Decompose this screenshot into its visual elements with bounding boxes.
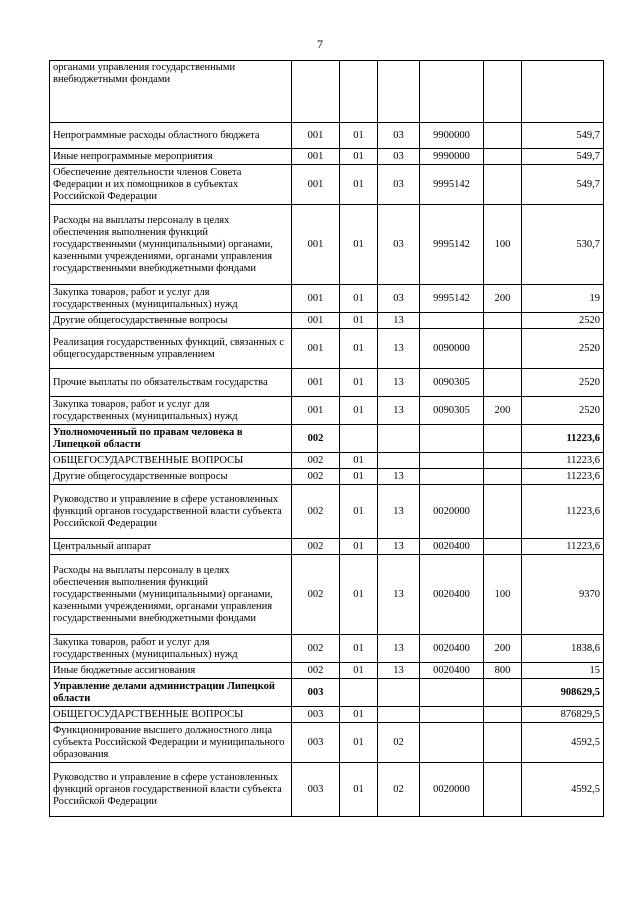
row-expense-type-cell: 200 [484, 635, 522, 663]
row-name-cell: ОБЩЕГОСУДАРСТВЕННЫЕ ВОПРОСЫ [50, 453, 292, 469]
table-row [50, 329, 604, 369]
row-amount-cell: 2520 [522, 329, 604, 369]
row-section-code-cell [340, 61, 378, 123]
row-name-cell: Функционирование высшего должностного лица субъекта Российской Федерации и муниципального образования [50, 723, 292, 763]
row-amount-cell: 1838,6 [522, 635, 604, 663]
table-row [50, 679, 604, 707]
row-expense-type-cell [484, 61, 522, 123]
row-amount-cell: 4592,5 [522, 723, 604, 763]
row-subsection-code-cell: 03 [378, 205, 420, 285]
row-admin-code-cell: 001 [292, 149, 340, 165]
row-subsection-code-cell: 13 [378, 635, 420, 663]
row-admin-code-cell: 002 [292, 555, 340, 635]
row-target-article-cell: 0090305 [420, 397, 484, 425]
row-admin-code-cell [292, 61, 340, 123]
row-amount-cell: 11223,6 [522, 453, 604, 469]
row-section-code-cell: 01 [340, 635, 378, 663]
row-section-code-cell: 01 [340, 723, 378, 763]
row-expense-type-cell [484, 469, 522, 485]
row-subsection-code-cell: 13 [378, 663, 420, 679]
row-admin-code-cell: 001 [292, 123, 340, 149]
row-target-article-cell [420, 469, 484, 485]
row-target-article-cell: 9995142 [420, 285, 484, 313]
row-target-article-cell [420, 679, 484, 707]
row-name-cell: органами управления государственными внебюджетными фондами [50, 61, 292, 123]
row-subsection-code-cell: 03 [378, 149, 420, 165]
row-admin-code-cell: 001 [292, 313, 340, 329]
row-subsection-code-cell: 13 [378, 329, 420, 369]
row-section-code-cell: 01 [340, 707, 378, 723]
row-name-cell: Расходы на выплаты персоналу в целях обеспечения выполнения функций государственными (муниципальными) органами, казенными учреждениями, органами управления государственными внебюджетными фондами [50, 205, 292, 285]
row-target-article-cell [420, 723, 484, 763]
row-subsection-code-cell [378, 61, 420, 123]
row-admin-code-cell: 003 [292, 763, 340, 817]
row-target-article-cell [420, 61, 484, 123]
table-row [50, 485, 604, 539]
row-amount-cell: 549,7 [522, 165, 604, 205]
table-row [50, 635, 604, 663]
row-admin-code-cell: 001 [292, 205, 340, 285]
table-row [50, 285, 604, 313]
row-name-cell: Центральный аппарат [50, 539, 292, 555]
row-target-article-cell: 0020400 [420, 555, 484, 635]
row-subsection-code-cell [378, 679, 420, 707]
row-admin-code-cell: 003 [292, 707, 340, 723]
row-amount-cell: 530,7 [522, 205, 604, 285]
row-subsection-code-cell: 03 [378, 165, 420, 205]
row-target-article-cell: 0020000 [420, 763, 484, 817]
row-admin-code-cell: 001 [292, 397, 340, 425]
row-expense-type-cell [484, 707, 522, 723]
row-name-cell: Управление делами администрации Липецкой области [50, 679, 292, 707]
row-amount-cell: 11223,6 [522, 425, 604, 453]
row-section-code-cell [340, 425, 378, 453]
row-section-code-cell: 01 [340, 369, 378, 397]
row-expense-type-cell [484, 313, 522, 329]
row-amount-cell: 908629,5 [522, 679, 604, 707]
row-expense-type-cell [484, 369, 522, 397]
row-name-cell: Другие общегосударственные вопросы [50, 469, 292, 485]
row-amount-cell: 11223,6 [522, 469, 604, 485]
row-subsection-code-cell: 13 [378, 485, 420, 539]
row-name-cell: Закупка товаров, работ и услуг для государственных (муниципальных) нужд [50, 285, 292, 313]
row-name-cell: Иные бюджетные ассигнования [50, 663, 292, 679]
row-amount-cell: 19 [522, 285, 604, 313]
row-target-article-cell: 0090305 [420, 369, 484, 397]
row-amount-cell: 876829,5 [522, 707, 604, 723]
row-subsection-code-cell: 02 [378, 723, 420, 763]
row-admin-code-cell: 002 [292, 635, 340, 663]
table-row [50, 723, 604, 763]
row-expense-type-cell [484, 723, 522, 763]
row-section-code-cell: 01 [340, 469, 378, 485]
row-admin-code-cell: 001 [292, 165, 340, 205]
row-admin-code-cell: 002 [292, 663, 340, 679]
row-section-code-cell: 01 [340, 555, 378, 635]
row-amount-cell: 15 [522, 663, 604, 679]
row-section-code-cell: 01 [340, 763, 378, 817]
row-name-cell: Другие общегосударственные вопросы [50, 313, 292, 329]
row-target-article-cell [420, 707, 484, 723]
table-row [50, 165, 604, 205]
row-admin-code-cell: 002 [292, 539, 340, 555]
row-expense-type-cell [484, 539, 522, 555]
row-subsection-code-cell [378, 453, 420, 469]
row-expense-type-cell: 800 [484, 663, 522, 679]
row-section-code-cell [340, 679, 378, 707]
table-row [50, 707, 604, 723]
row-subsection-code-cell [378, 707, 420, 723]
row-subsection-code-cell: 13 [378, 369, 420, 397]
row-section-code-cell: 01 [340, 397, 378, 425]
row-admin-code-cell: 001 [292, 369, 340, 397]
row-expense-type-cell: 200 [484, 285, 522, 313]
row-name-cell: Уполномоченный по правам человека в Липецкой области [50, 425, 292, 453]
table-row [50, 539, 604, 555]
row-section-code-cell: 01 [340, 205, 378, 285]
table-row [50, 555, 604, 635]
row-target-article-cell [420, 313, 484, 329]
row-subsection-code-cell: 03 [378, 285, 420, 313]
row-name-cell: Обеспечение деятельности членов Совета Федерации и их помощников в субъектах Российской Федерации [50, 165, 292, 205]
row-name-cell: Расходы на выплаты персоналу в целях обеспечения выполнения функций государственными (муниципальными) органами, казенными учреждениями, органами управления государственными внебюджетными фондами [50, 555, 292, 635]
row-admin-code-cell: 003 [292, 679, 340, 707]
table-row [50, 123, 604, 149]
row-expense-type-cell [484, 453, 522, 469]
row-amount-cell: 11223,6 [522, 539, 604, 555]
row-expense-type-cell [484, 763, 522, 817]
row-section-code-cell: 01 [340, 453, 378, 469]
row-expense-type-cell [484, 679, 522, 707]
row-name-cell: Руководство и управление в сфере установленных функций органов государственной власти субъекта Российской Федерации [50, 763, 292, 817]
row-target-article-cell: 0020400 [420, 539, 484, 555]
row-name-cell: Руководство и управление в сфере установленных функций органов государственной власти субъекта Российской Федерации [50, 485, 292, 539]
row-target-article-cell: 9990000 [420, 149, 484, 165]
row-name-cell: Реализация государственных функций, связанных с общегосударственным управлением [50, 329, 292, 369]
row-subsection-code-cell: 02 [378, 763, 420, 817]
row-subsection-code-cell: 13 [378, 469, 420, 485]
row-amount-cell [522, 61, 604, 123]
row-target-article-cell: 0020400 [420, 663, 484, 679]
row-name-cell: Закупка товаров, работ и услуг для государственных (муниципальных) нужд [50, 397, 292, 425]
row-admin-code-cell: 001 [292, 329, 340, 369]
row-subsection-code-cell: 13 [378, 313, 420, 329]
row-name-cell: Иные непрограммные мероприятия [50, 149, 292, 165]
row-section-code-cell: 01 [340, 123, 378, 149]
row-target-article-cell: 9900000 [420, 123, 484, 149]
row-expense-type-cell: 100 [484, 555, 522, 635]
row-amount-cell: 549,7 [522, 123, 604, 149]
row-section-code-cell: 01 [340, 285, 378, 313]
row-admin-code-cell: 003 [292, 723, 340, 763]
row-subsection-code-cell: 13 [378, 539, 420, 555]
row-name-cell: Прочие выплаты по обязательствам государства [50, 369, 292, 397]
row-amount-cell: 2520 [522, 313, 604, 329]
table-row [50, 763, 604, 817]
row-expense-type-cell [484, 165, 522, 205]
row-section-code-cell: 01 [340, 539, 378, 555]
row-target-article-cell: 9995142 [420, 205, 484, 285]
row-admin-code-cell: 002 [292, 453, 340, 469]
row-target-article-cell: 0020000 [420, 485, 484, 539]
row-target-article-cell [420, 425, 484, 453]
row-amount-cell: 2520 [522, 369, 604, 397]
table-row [50, 663, 604, 679]
row-expense-type-cell [484, 329, 522, 369]
row-subsection-code-cell: 13 [378, 555, 420, 635]
row-expense-type-cell: 200 [484, 397, 522, 425]
row-target-article-cell [420, 453, 484, 469]
table-row [50, 425, 604, 453]
row-amount-cell: 11223,6 [522, 485, 604, 539]
row-expense-type-cell [484, 123, 522, 149]
row-section-code-cell: 01 [340, 329, 378, 369]
row-name-cell: Непрограммные расходы областного бюджета [50, 123, 292, 149]
row-subsection-code-cell [378, 425, 420, 453]
row-amount-cell: 9370 [522, 555, 604, 635]
row-section-code-cell: 01 [340, 165, 378, 205]
budget-table [49, 60, 604, 817]
table-row [50, 397, 604, 425]
budget-table-body [50, 61, 604, 817]
row-amount-cell: 2520 [522, 397, 604, 425]
row-expense-type-cell [484, 485, 522, 539]
row-subsection-code-cell: 03 [378, 123, 420, 149]
page-number: 7 [317, 37, 323, 51]
row-amount-cell: 549,7 [522, 149, 604, 165]
row-section-code-cell: 01 [340, 663, 378, 679]
table-row [50, 469, 604, 485]
table-row [50, 205, 604, 285]
row-admin-code-cell: 002 [292, 485, 340, 539]
table-row [50, 369, 604, 397]
row-expense-type-cell [484, 149, 522, 165]
row-subsection-code-cell: 13 [378, 397, 420, 425]
row-section-code-cell: 01 [340, 485, 378, 539]
table-row [50, 453, 604, 469]
row-name-cell: Закупка товаров, работ и услуг для государственных (муниципальных) нужд [50, 635, 292, 663]
row-amount-cell: 4592,5 [522, 763, 604, 817]
table-row [50, 313, 604, 329]
row-section-code-cell: 01 [340, 313, 378, 329]
row-section-code-cell: 01 [340, 149, 378, 165]
table-row [50, 149, 604, 165]
table-row [50, 61, 604, 123]
row-name-cell: ОБЩЕГОСУДАРСТВЕННЫЕ ВОПРОСЫ [50, 707, 292, 723]
row-target-article-cell: 9995142 [420, 165, 484, 205]
row-admin-code-cell: 002 [292, 469, 340, 485]
row-admin-code-cell: 002 [292, 425, 340, 453]
row-expense-type-cell [484, 425, 522, 453]
row-target-article-cell: 0020400 [420, 635, 484, 663]
row-target-article-cell: 0090000 [420, 329, 484, 369]
row-expense-type-cell: 100 [484, 205, 522, 285]
row-admin-code-cell: 001 [292, 285, 340, 313]
